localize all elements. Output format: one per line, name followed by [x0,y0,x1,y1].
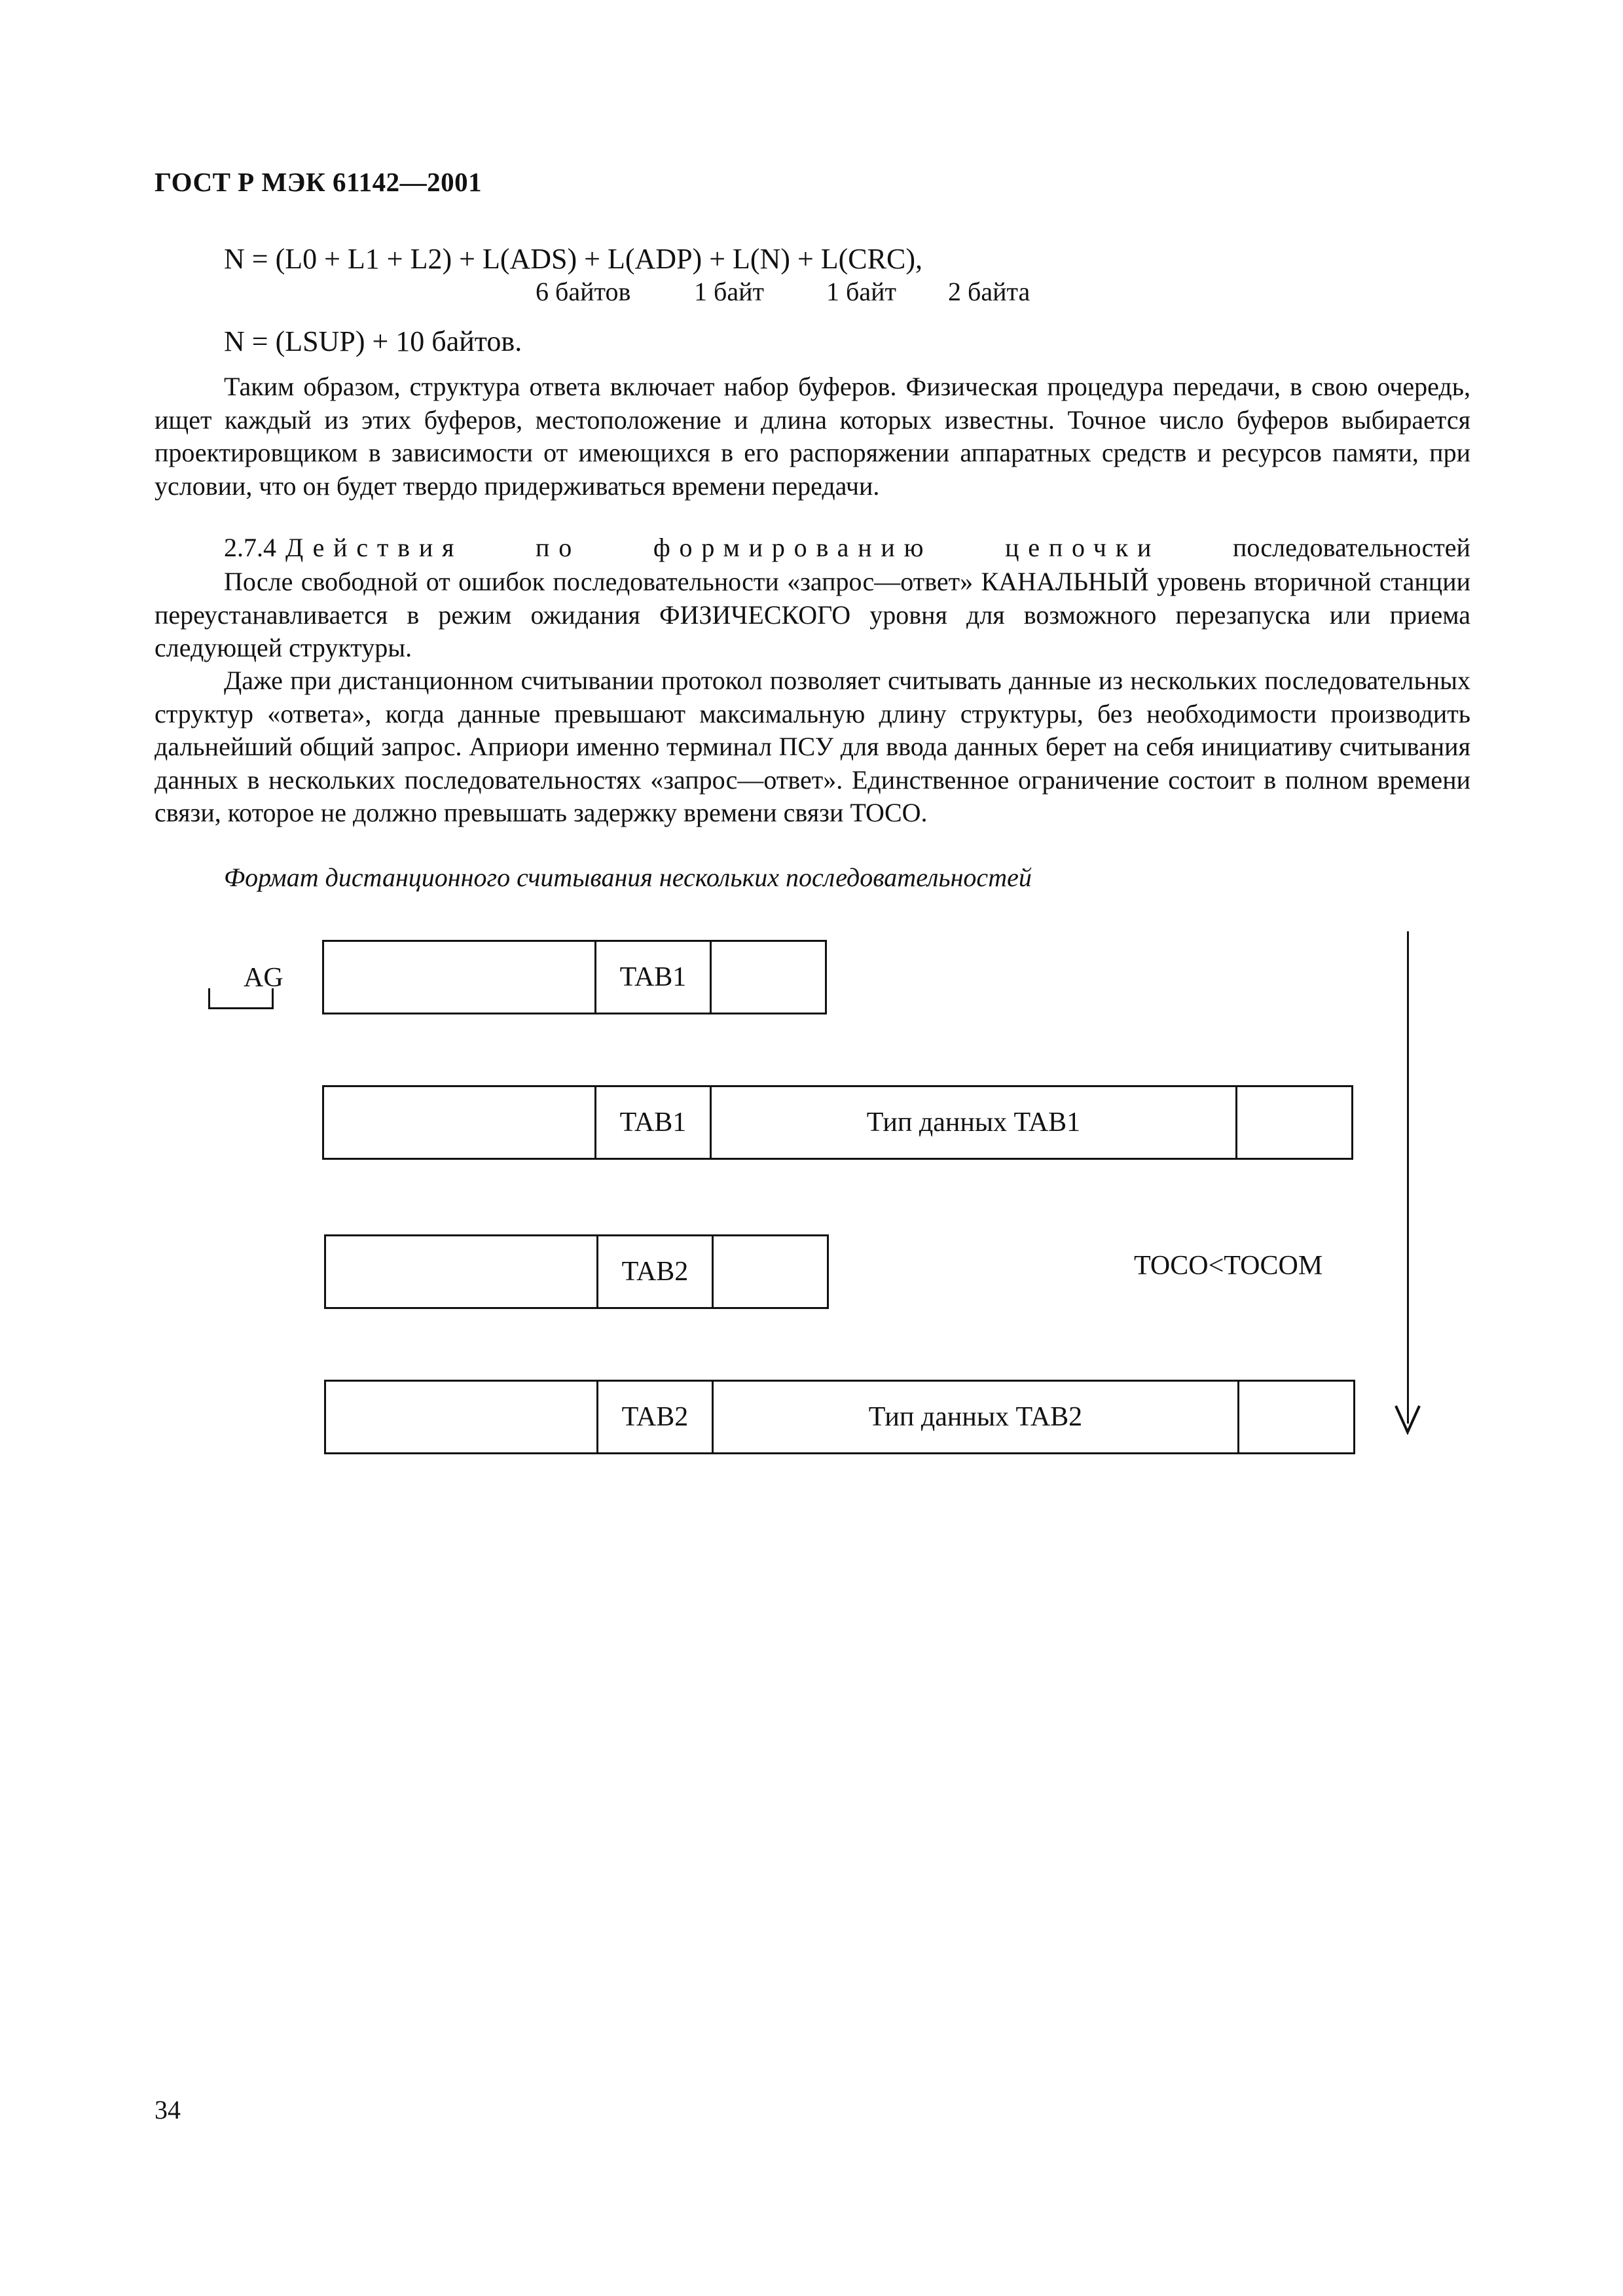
time-axis-line [1407,931,1409,1424]
document-header: ГОСТ Р МЭК 61142—2001 [155,167,483,197]
formula-n-lsup: N = (LSUP) + 10 байтов. [224,325,522,357]
formula-annotation-1-byte-b: 1 байт [826,277,896,306]
frame-cell-empty [324,1087,594,1158]
section-title [224,532,1470,563]
frame-cell-empty [326,1236,596,1307]
frame-cell-empty [712,1236,827,1307]
formula-annotation-1-byte-a: 1 байт [694,277,764,306]
frame-row-2 [322,1085,1353,1160]
frame-cell-empty [326,1382,596,1452]
formula-annotation-2-bytes: 2 байта [948,277,1030,306]
paragraph-buffers: Таким образом, структура ответа включает набор буферов. Физическая процедура передачи, в свою очередь, ищет каждый из этих буферов, местоположение и длина которых известны. Точное число буферов выбирается проектировщиком в зависимости от имеющихся в его распоряжении аппаратных средств и ресурсов памяти, при условии, что он будет твердо придерживаться времени передачи. [155,372,1470,501]
ag-bracket [208,988,274,1009]
section-number: 2.7.4 [224,533,276,562]
frame-row-4 [324,1380,1355,1454]
paragraph-after-errorfree: После свободной от ошибок последовательности «запрос—ответ» КАНАЛЬНЫЙ уровень вторичной станции переустанавливается в режим ожидания ФИЗИЧЕСКОГО уровня для возможного перезапуска или приема следующей структуры. [155,567,1470,662]
frame-cell-empty [1235,1087,1351,1158]
frame-row-3 [324,1234,829,1309]
section-heading-words [285,532,1470,563]
frame-cell-empty [710,942,825,1013]
frame-cell-tab: TAB1 [594,1087,710,1158]
formula-n-components: N = (L0 + L1 + L2) + L(ADS) + L(ADP) + L(N) + L(CRC), [224,243,922,275]
diagram-caption: Формат дистанционного считывания нескольких последовательностей [224,863,1032,892]
section-word: формированию [653,533,933,562]
frame-cell-empty [324,942,594,1013]
frame-cell-empty [1237,1382,1353,1452]
frame-cell-data-type: Тип данных TAB2 [712,1382,1237,1452]
frame-cell-data-type: Тип данных TAB1 [710,1087,1235,1158]
frame-cell-tab: TAB2 [596,1382,712,1452]
formula-annotation-6-bytes: 6 байтов [536,277,631,306]
page-number: 34 [155,2095,181,2125]
section-word: последовательностей [1232,533,1470,562]
paragraph-remote-reading: Даже при дистанционном считывании протокол позволяет считывать данные из нескольких последовательных структур «ответа», когда данные превышают максимальную длину структуры, без необходимости производить дальнейший общий запрос. Априори именно терминал ПСУ для ввода данных берет на себя инициативу считывания данных в нескольких последовательностях «запрос—ответ». Единственное ограничение состоит в полном времени связи, которое не должно превышать задержку времени связи TOCO. [155,666,1470,827]
frame-cell-tab: TAB1 [594,942,710,1013]
frame-cell-tab: TAB2 [596,1236,712,1307]
section-word: цепочки [1005,533,1161,562]
frame-row-1 [322,940,827,1014]
section-word: Действия [285,533,464,562]
timing-label: TOCO<TOCOM [1134,1251,1323,1281]
ag-label: AG [244,963,283,993]
section-word: по [536,533,581,562]
arrow-down-icon [1388,1399,1427,1439]
